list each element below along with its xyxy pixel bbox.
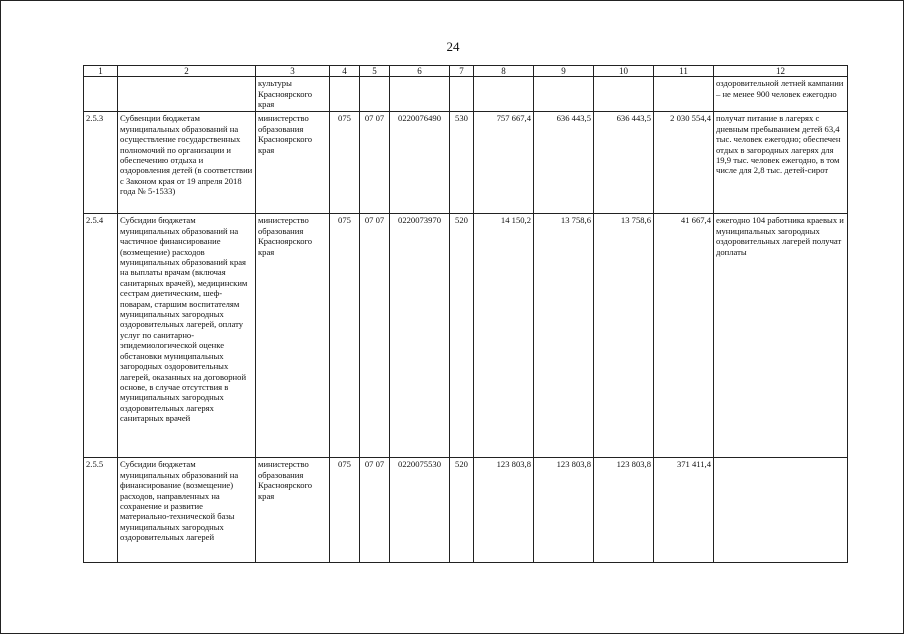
row-number-cell: 2.5.3 — [84, 112, 118, 214]
total-cell: 2 030 554,4 — [654, 112, 714, 214]
column-header: 10 — [594, 66, 654, 77]
measure-name-cell: Субвенции бюджетам муниципальных образований на осуществление государственных полномочий по организации и обеспечению отдыха и оздоровления детей (в соответствии с Законом края от 19 апреля 2018 года № 5-1533) — [118, 112, 256, 214]
csr-cell: 0220075530 — [390, 458, 450, 563]
amount-cell: 14 150,2 — [474, 214, 534, 458]
measure-name-cell — [118, 77, 256, 112]
table-row — [84, 112, 848, 214]
column-header: 1 — [84, 66, 118, 77]
column-header: 11 — [654, 66, 714, 77]
executor-cell: министерство образования Красноярского края — [256, 112, 330, 214]
total-cell — [654, 77, 714, 112]
csr-cell — [390, 77, 450, 112]
column-header: 9 — [534, 66, 594, 77]
vr-cell: 520 — [450, 458, 474, 563]
result-cell — [714, 458, 848, 563]
row-number-cell: 2.5.4 — [84, 214, 118, 458]
table-row — [84, 77, 848, 112]
rzpr-cell — [360, 77, 390, 112]
page-number: 24 — [446, 39, 460, 54]
csr-cell: 0220073970 — [390, 214, 450, 458]
table-row — [84, 214, 848, 458]
amount-cell: 636 443,5 — [534, 112, 594, 214]
column-header: 3 — [256, 66, 330, 77]
amount-cell: 13 758,6 — [534, 214, 594, 458]
row-number-cell — [84, 77, 118, 112]
total-cell: 41 667,4 — [654, 214, 714, 458]
rzpr-cell: 07 07 — [360, 112, 390, 214]
executor-cell: министерство образования Красноярского края — [256, 214, 330, 458]
vr-cell: 530 — [450, 112, 474, 214]
result-cell: получат питание в лагерях с дневным пребыванием детей 63,4 тыс. человек ежегодно; обеспечен отдых в загородных лагерях для 19,9 тыс. человек ежегодно, в том числе для 2,8 тыс. детей-сирот — [714, 112, 848, 214]
column-header: 8 — [474, 66, 534, 77]
executor-cell: министерство образования Красноярского края — [256, 458, 330, 563]
grbs-cell: 075 — [330, 458, 360, 563]
amount-cell — [594, 77, 654, 112]
column-header: 5 — [360, 66, 390, 77]
column-header: 2 — [118, 66, 256, 77]
amount-cell: 636 443,5 — [594, 112, 654, 214]
measure-name-cell: Субсидии бюджетам муниципальных образований на частичное финансирование (возмещение) расходов муниципальных образований края на выплаты врачам (включая санитарных врачей), медицинским сестрам диетическим, шеф-поварам, старшим воспитателям муниципальных загородных оздоровительных лагерей, оплату услуг по санитарно-эпидемиологической оценке обстановки муниципальных загородных оздоровительных лагерей, оказанных на договорной основе, в случае отсутствия в муниципальных загородных оздоровительных лагерях санитарных врачей — [118, 214, 256, 458]
row-number-cell: 2.5.5 — [84, 458, 118, 563]
table-row — [84, 458, 848, 563]
amount-cell: 123 803,8 — [594, 458, 654, 563]
vr-cell — [450, 77, 474, 112]
column-header: 12 — [714, 66, 848, 77]
csr-cell: 0220076490 — [390, 112, 450, 214]
amount-cell: 13 758,6 — [594, 214, 654, 458]
table-header-row — [84, 66, 848, 77]
result-cell: оздоровительной летней кампании – не менее 900 человек ежегодно — [714, 77, 848, 112]
program-table — [83, 65, 848, 563]
executor-cell: культуры Красноярского края — [256, 77, 330, 112]
rzpr-cell: 07 07 — [360, 214, 390, 458]
grbs-cell: 075 — [330, 214, 360, 458]
column-header: 4 — [330, 66, 360, 77]
column-header: 7 — [450, 66, 474, 77]
amount-cell — [534, 77, 594, 112]
total-cell: 371 411,4 — [654, 458, 714, 563]
amount-cell: 123 803,8 — [534, 458, 594, 563]
result-cell: ежегодно 104 работника краевых и муниципальных загородных оздоровительных лагерей получат доплаты — [714, 214, 848, 458]
amount-cell — [474, 77, 534, 112]
vr-cell: 520 — [450, 214, 474, 458]
grbs-cell — [330, 77, 360, 112]
column-header: 6 — [390, 66, 450, 77]
amount-cell: 123 803,8 — [474, 458, 534, 563]
measure-name-cell: Субсидии бюджетам муниципальных образований на финансирование (возмещение) расходов, направленных на сохранение и развитие материально-технической базы муниципальных загородных оздоровительных лагерей — [118, 458, 256, 563]
grbs-cell: 075 — [330, 112, 360, 214]
amount-cell: 757 667,4 — [474, 112, 534, 214]
rzpr-cell: 07 07 — [360, 458, 390, 563]
